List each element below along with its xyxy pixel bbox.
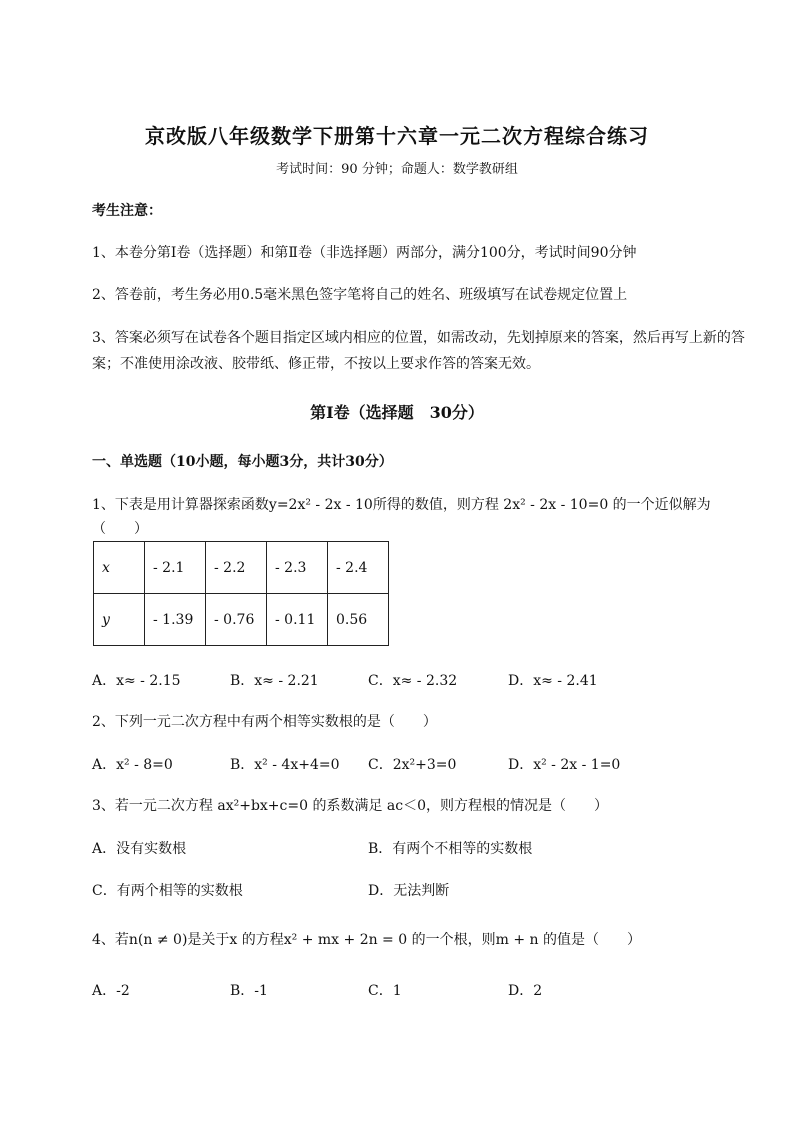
table-cell: - 2.3	[267, 542, 328, 594]
option-d[interactable]: D．无法判断	[368, 883, 450, 899]
option-d[interactable]: D．2	[508, 983, 543, 999]
section-title: 第I卷（选择题 30分）	[310, 403, 484, 422]
value-table	[93, 541, 389, 646]
question-1-blank: （ ）	[92, 521, 148, 537]
option-a[interactable]: A．-2	[92, 983, 130, 999]
option-a[interactable]: A．没有实数根	[92, 841, 187, 857]
table-cell: - 0.76	[206, 594, 267, 646]
option-b[interactable]: B．有两个不相等的实数根	[368, 841, 533, 857]
group-title: 一、单选题（10小题，每小题3分，共计30分）	[92, 454, 393, 470]
option-c[interactable]: C．2x²+3=0	[368, 757, 457, 773]
page-title: 京改版八年级数学下册第十六章一元二次方程综合练习	[145, 124, 649, 148]
option-d[interactable]: D．x≈ - 2.41	[508, 673, 598, 689]
option-d[interactable]: D．x² - 2x - 1=0	[508, 757, 621, 773]
option-c[interactable]: C．x≈ - 2.32	[368, 673, 458, 689]
table-row	[94, 542, 389, 594]
note-item: 1、本卷分第I卷（选择题）和第Ⅱ卷（非选择题）两部分，满分100分，考试时间90分钟	[92, 245, 637, 261]
option-b[interactable]: B．x² - 4x+4=0	[230, 757, 340, 773]
question-2-stem: 2、下列一元二次方程中有两个相等实数根的是（ ）	[92, 714, 437, 730]
table-row	[94, 594, 389, 646]
question-4-stem: 4、若n(n ≠ 0)是关于x 的方程x² + mx + 2n = 0 的一个根，则m + n 的值是（ ）	[92, 932, 641, 948]
option-a[interactable]: A．x² - 8=0	[92, 757, 173, 773]
note-item: 3、答案必须写在试卷各个题目指定区域内相应的位置，如需改动，先划掉原来的答案，然后再写上新的答案；不准使用涂改液、胶带纸、修正带，不按以上要求作答的答案无效。	[92, 330, 745, 372]
table-cell: - 0.11	[267, 594, 328, 646]
table-cell: y	[94, 594, 145, 646]
option-b[interactable]: B．x≈ - 2.21	[230, 673, 319, 689]
option-c[interactable]: C．1	[368, 983, 402, 999]
table-cell: x	[94, 542, 145, 594]
table-cell: - 2.4	[328, 542, 389, 594]
table-cell: - 1.39	[145, 594, 206, 646]
exam-info: 考试时间：90 分钟；命题人：数学教研组	[276, 162, 518, 177]
note-item: 2、答卷前，考生务必用0.5毫米黑色签字笔将自己的姓名、班级填写在试卷规定位置上	[92, 287, 628, 303]
notes-heading: 考生注意：	[92, 203, 162, 219]
option-c[interactable]: C．有两个相等的实数根	[92, 883, 243, 899]
option-b[interactable]: B．-1	[230, 983, 268, 999]
table-cell: - 2.2	[206, 542, 267, 594]
question-1-stem: 1、下表是用计算器探索函数y=2x² - 2x - 10所得的数值，则方程 2x² - 2x - 10=0 的一个近似解为	[92, 497, 711, 513]
table-cell: 0.56	[328, 594, 389, 646]
option-a[interactable]: A．x≈ - 2.15	[92, 673, 181, 689]
question-3-stem: 3、若一元二次方程 ax²+bx+c=0 的系数满足 ac＜0，则方程根的情况是（ ）	[92, 798, 609, 814]
table-cell: - 2.1	[145, 542, 206, 594]
